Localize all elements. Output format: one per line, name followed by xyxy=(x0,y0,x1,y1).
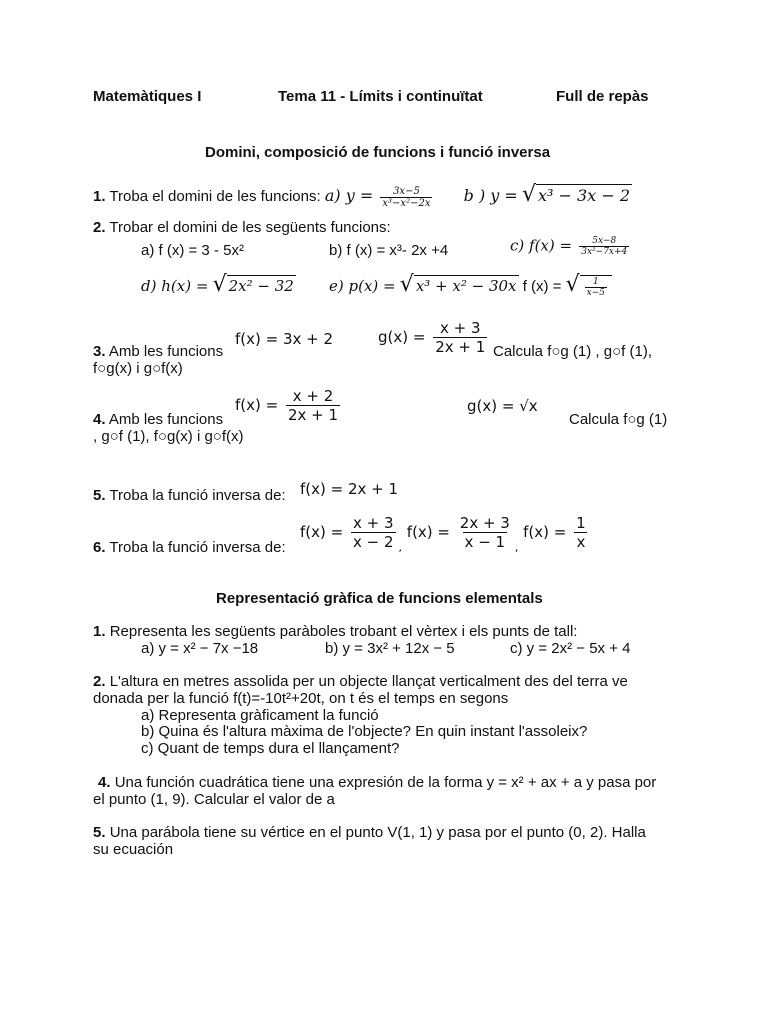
item-2a: a) f (x) = 3 - 5x² xyxy=(141,242,244,259)
formula-label-d: d) h(x) = xyxy=(141,277,209,295)
exercise-number: 5. xyxy=(93,824,106,841)
function-g-q3 xyxy=(378,319,490,356)
inverse-functions xyxy=(300,514,591,554)
exercise-4 xyxy=(93,411,223,428)
fraction-denominator: 3x²−7x+4 xyxy=(581,247,628,257)
s2-item-1b: b) y = 3x² + 12x − 5 xyxy=(325,640,455,657)
exercise-text: Representa les següents paràboles trobant el vèrtex i els punts de tall: xyxy=(109,623,578,640)
item-2c xyxy=(510,236,632,257)
formula-label: f(x) = xyxy=(406,523,450,541)
s2-exercise-4-line2: el punto (1, 9). Calcular el valor de a xyxy=(93,791,335,808)
subject-title: Matemàtiques I xyxy=(93,88,202,105)
fraction-numerator: x + 2 xyxy=(292,387,334,405)
formula-label-b: b ) y = xyxy=(463,186,518,205)
exercise-3-calc: Calcula f○g (1) , g○f (1), xyxy=(493,343,653,360)
function-f-q3: f(x) = 3x + 2 xyxy=(235,330,334,348)
fraction-denominator: 2x + 1 xyxy=(435,338,486,356)
fraction-g xyxy=(433,319,487,356)
s2-item-1a: a) y = x² − 7x −18 xyxy=(141,640,259,657)
exercise-5 xyxy=(93,487,286,504)
fraction-numerator: 3x−5 xyxy=(393,185,420,197)
exercise-2 xyxy=(93,219,391,236)
separator: , xyxy=(398,541,403,554)
section1-title: Domini, composició de funcions i funció inversa xyxy=(205,144,551,161)
fraction-denominator: x xyxy=(576,533,586,551)
fraction-f2 xyxy=(458,514,512,551)
sqrt-icon: √ xyxy=(399,272,414,297)
exercise-6 xyxy=(93,539,286,556)
function-f-q5: f(x) = 2x + 1 xyxy=(300,480,399,498)
exercise-number: 4. xyxy=(93,411,106,428)
exercise-4-line2: , g○f (1), f○g(x) i g○f(x) xyxy=(93,428,244,445)
exercise-number: 5. xyxy=(93,487,106,504)
item-2e xyxy=(329,272,612,298)
section2-title: Representació gràfica de funcions elementals xyxy=(216,590,543,607)
fraction-f xyxy=(585,277,607,298)
fraction-denominator: x − 2 xyxy=(352,533,394,551)
s2-exercise-2-line2: donada per la funció f(t)=-10t²+20t, on t és el temps en segons xyxy=(93,690,509,707)
fraction-numerator: 5x−8 xyxy=(592,236,617,246)
s2-item-1c: c) y = 2x² − 5x + 4 xyxy=(510,640,631,657)
fraction-numerator: x + 3 xyxy=(440,319,481,337)
radicand-f xyxy=(580,275,612,298)
fraction-f1 xyxy=(351,514,396,551)
fraction-denominator: x − 1 xyxy=(464,533,506,551)
radicand-d: 2x² − 32 xyxy=(228,277,294,295)
sqrt-icon: √ xyxy=(212,272,227,297)
fraction-c xyxy=(579,236,629,257)
item-2b: b) f (x) = x³- 2x +4 xyxy=(329,242,449,259)
exercise-text: Troba la funció inversa de: xyxy=(109,539,286,556)
formula-label-f: f (x) = xyxy=(522,278,562,295)
formula-label-e: e) p(x) = xyxy=(329,277,396,295)
fraction-f3 xyxy=(574,514,588,551)
s2-item-2c: c) Quant de temps dura el llançament? xyxy=(141,740,400,757)
formula-label-c: c) f(x) = xyxy=(510,236,573,255)
fraction-numerator: 1 xyxy=(592,276,599,287)
fraction-denominator: x−5 xyxy=(586,287,605,298)
s2-exercise-5-line2: su ecuación xyxy=(93,841,174,858)
exercise-number: 2. xyxy=(93,219,106,236)
fraction-numerator: x + 3 xyxy=(352,514,394,532)
exercise-number: 1. xyxy=(93,188,106,205)
radicand-b: x³ − 3x − 2 xyxy=(538,186,631,205)
exercise-text: Una función cuadrática tiene una expresión de la forma y = x² + ax + a y pasa por xyxy=(114,774,657,791)
exercise-text: Amb les funcions xyxy=(108,411,224,428)
sheet-title: Full de repàs xyxy=(556,88,649,105)
separator: , xyxy=(514,541,519,554)
s2-item-2a: a) Representa gràficament la funció xyxy=(141,707,379,724)
formula-label: f(x) = xyxy=(300,523,344,541)
exercise-number: 3. xyxy=(93,343,106,360)
formula-label-a: a) y = xyxy=(324,186,374,205)
exercise-4-calc: Calcula f○g (1) xyxy=(569,411,668,428)
exercise-3-line2: f○g(x) i g○f(x) xyxy=(93,360,183,377)
exercise-3 xyxy=(93,343,223,360)
exercise-text: L'altura en metres assolida per un objecte llançat verticalment des del terra ve xyxy=(109,673,628,690)
s2-exercise-4 xyxy=(98,774,656,791)
function-f-q4 xyxy=(235,387,343,424)
exercise-number: 2. xyxy=(93,673,106,690)
sqrt-icon: √ xyxy=(522,182,537,207)
function-g-q4: g(x) = √x xyxy=(467,397,538,415)
exercise-number: 6. xyxy=(93,539,106,556)
formula-label: g(x) = xyxy=(378,328,426,346)
formula-label: f(x) = xyxy=(523,523,567,541)
s2-item-2b: b) Quina és l'altura màxima de l'objecte? En quin instant l'assoleix? xyxy=(141,723,588,740)
exercise-1 xyxy=(93,182,632,209)
fraction-denominator: x³−x²−2x xyxy=(382,197,431,209)
formula-label: f(x) = xyxy=(235,396,279,414)
exercise-number: 4. xyxy=(98,774,111,791)
exercise-text: Amb les funcions xyxy=(108,343,224,360)
fraction-f xyxy=(286,387,340,424)
s2-exercise-1 xyxy=(93,623,577,640)
exercise-text: Trobar el domini de les següents funcions: xyxy=(109,219,391,236)
sqrt-icon: √ xyxy=(565,272,580,297)
fraction-denominator: 2x + 1 xyxy=(287,406,339,424)
exercise-text: Troba la funció inversa de: xyxy=(109,487,286,504)
s2-exercise-2 xyxy=(93,673,628,690)
fraction-numerator: 1 xyxy=(576,514,586,532)
fraction-a xyxy=(380,186,432,209)
item-2d xyxy=(141,272,296,297)
fraction-numerator: 2x + 3 xyxy=(459,514,510,532)
exercise-number: 1. xyxy=(93,623,106,640)
topic-title: Tema 11 - Límits i continuïtat xyxy=(278,88,483,105)
exercise-text: Troba el domini de les funcions: xyxy=(109,188,321,205)
exercise-text: Una parábola tiene su vértice en el punto V(1, 1) y pasa por el punto (0, 2). Halla xyxy=(109,824,646,841)
s2-exercise-5 xyxy=(93,824,646,841)
radicand-e: x³ + x² − 30x xyxy=(415,277,517,295)
